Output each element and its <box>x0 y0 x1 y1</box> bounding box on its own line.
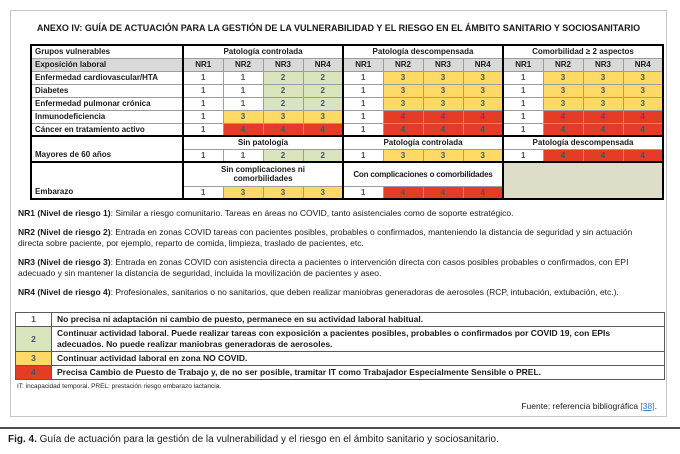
risk-cell: 1 <box>503 71 543 84</box>
risk-cell: 4 <box>383 110 423 123</box>
row-label: Embarazo <box>31 162 183 199</box>
risk-cell: 2 <box>303 97 343 110</box>
nr-header: NR1 <box>343 58 383 71</box>
table-row <box>31 84 663 97</box>
risk-level-definition <box>18 227 659 249</box>
legend-value: 4 <box>16 366 52 380</box>
risk-cell: 3 <box>583 71 623 84</box>
risk-cell: 4 <box>423 123 463 136</box>
risk-cell: 4 <box>623 110 663 123</box>
risk-cell: 4 <box>543 110 583 123</box>
risk-cell: 3 <box>463 71 503 84</box>
risk-level-text: : Entrada en zonas COVID con asistencia directa a pacientes o intervención directa con casos posibles probables o confirmados, con EPI adecuado y sin mantener la distancia de seguridad, incluida la movilización de pacientes y aseo. <box>18 257 629 278</box>
risk-cell: 3 <box>623 84 663 97</box>
risk-cell: 4 <box>463 110 503 123</box>
subgroup-header: Sin patología <box>183 136 343 149</box>
risk-cell: 4 <box>383 123 423 136</box>
nr-header: NR3 <box>583 58 623 71</box>
risk-cell: 3 <box>383 97 423 110</box>
risk-level-definition <box>18 208 659 219</box>
figure-panel <box>10 10 667 417</box>
risk-cell: 3 <box>423 71 463 84</box>
risk-cell: 1 <box>343 97 383 110</box>
risk-cell: 3 <box>543 97 583 110</box>
subgroup-header: Con complicaciones o comorbilidades <box>343 162 503 186</box>
risk-cell: 1 <box>503 110 543 123</box>
risk-cell: 1 <box>343 186 383 199</box>
risk-cell: 1 <box>343 123 383 136</box>
risk-cell: 1 <box>183 110 223 123</box>
risk-level-term: NR3 (Nivel de riesgo 3) <box>18 257 111 267</box>
risk-cell: 3 <box>383 149 423 162</box>
risk-cell: 2 <box>263 97 303 110</box>
figure-caption-text: Guía de actuación para la gestión de la vulnerabilidad y el riesgo en el ámbito sanitario y sociosanitario. <box>36 434 499 445</box>
legend-row <box>16 366 665 380</box>
risk-cell: 1 <box>343 149 383 162</box>
risk-cell: 4 <box>463 123 503 136</box>
risk-cell: 4 <box>583 149 623 162</box>
risk-cell: 3 <box>263 186 303 199</box>
risk-cell: 3 <box>583 84 623 97</box>
table-row <box>31 123 663 136</box>
legend-text: Precisa Cambio de Puesto de Trabajo y, de no ser posible, tramitar IT como Trabajador Especialmente Sensible o PREL. <box>52 366 665 380</box>
subgroup-header: Patología descompensada <box>503 136 663 149</box>
exposure-header: Exposición laboral <box>31 58 183 71</box>
citation-link-38[interactable]: [38] <box>640 401 655 411</box>
source-suffix: . <box>654 401 657 411</box>
risk-cell: 2 <box>303 71 343 84</box>
risk-cell: 1 <box>223 84 263 97</box>
nr-header: NR3 <box>423 58 463 71</box>
row-label: Inmunodeficiencia <box>31 110 183 123</box>
risk-cell: 1 <box>503 97 543 110</box>
risk-cell: 2 <box>303 84 343 97</box>
risk-cell: 3 <box>423 97 463 110</box>
risk-cell: 1 <box>343 110 383 123</box>
risk-cell: 1 <box>183 149 223 162</box>
risk-cell: 3 <box>383 84 423 97</box>
risk-level-term: NR1 (Nivel de riesgo 1) <box>18 208 111 218</box>
legend-value: 3 <box>16 352 52 366</box>
table-row <box>31 97 663 110</box>
annex-title: ANEXO IV: GUÍA DE ACTUACIÓN PARA LA GESTIÓN DE LA VULNERABILIDAD Y EL RIESGO EN EL ÁMBITO SANITARIO Y SOCIOSANITARIO <box>36 23 641 33</box>
risk-cell: 2 <box>263 71 303 84</box>
risk-cell: 3 <box>463 84 503 97</box>
legend-row <box>16 313 665 327</box>
source-text: Fuente: referencia bibliográfica <box>521 401 641 411</box>
risk-cell: 3 <box>223 186 263 199</box>
risk-cell: 3 <box>543 71 583 84</box>
risk-cell: 4 <box>303 123 343 136</box>
risk-level-definition <box>18 287 659 298</box>
risk-cell: 4 <box>543 149 583 162</box>
risk-level-definitions <box>18 208 659 298</box>
abbreviations-footnote: IT: incapacidad temporal. PREL: prestación riesgo embarazo lactancia. <box>17 383 222 390</box>
risk-cell: 1 <box>223 97 263 110</box>
nr-header: NR4 <box>463 58 503 71</box>
nr-header: NR1 <box>183 58 223 71</box>
risk-cell: 1 <box>183 71 223 84</box>
nr-header: NR2 <box>543 58 583 71</box>
nr-header: NR1 <box>503 58 543 71</box>
figure-caption <box>8 433 672 446</box>
risk-level-text: : Similar a riesgo comunitario. Tareas en áreas no COVID, tanto asistenciales como de soporte estratégico. <box>110 208 514 218</box>
pregnancy-empty-cell <box>503 162 663 199</box>
legend-value: 2 <box>16 327 52 352</box>
legend-text: Continuar actividad laboral en zona NO COVID. <box>52 352 665 366</box>
legend-text: No precisa ni adaptación ni cambio de puesto, permanece en su actividad laboral habitual. <box>52 313 665 327</box>
risk-cell: 4 <box>383 186 423 199</box>
risk-cell: 3 <box>223 110 263 123</box>
corner-header: Grupos vulnerables <box>31 45 183 58</box>
risk-cell: 3 <box>543 84 583 97</box>
risk-cell: 3 <box>583 97 623 110</box>
risk-cell: 3 <box>423 84 463 97</box>
nr-header: NR4 <box>623 58 663 71</box>
risk-cell: 3 <box>263 110 303 123</box>
group-header-comorbilidad: Comorbilidad ≥ 2 aspectos <box>503 45 663 58</box>
row-label: Cáncer en tratamiento activo <box>31 123 183 136</box>
nr-header: NR4 <box>303 58 343 71</box>
risk-cell: 1 <box>503 84 543 97</box>
risk-cell: 1 <box>223 71 263 84</box>
figure-caption-label: Fig. 4. <box>8 434 37 445</box>
nr-header: NR3 <box>263 58 303 71</box>
risk-cell: 4 <box>623 149 663 162</box>
risk-cell: 4 <box>223 123 263 136</box>
risk-cell: 4 <box>423 186 463 199</box>
table-row <box>31 110 663 123</box>
table-row <box>31 71 663 84</box>
subgroup-header: Patología controlada <box>343 136 503 149</box>
legend-text: Continuar actividad laboral. Puede realizar tareas con exposición a pacientes posibles, probables o confirmados por COVID 19, con EPIs adecuados. No puede realizar maniobras generadoras de aerosoles. <box>52 327 665 352</box>
risk-cell: 1 <box>183 84 223 97</box>
group-header-controlada: Patología controlada <box>183 45 343 58</box>
risk-level-text: : Profesionales, sanitarios o no sanitarios, que deben realizar maniobras generadoras de aerosoles (RCP, intubación, extubación, etc.). <box>110 287 619 297</box>
nr-header: NR2 <box>223 58 263 71</box>
risk-cell: 1 <box>343 71 383 84</box>
risk-cell: 2 <box>263 149 303 162</box>
risk-cell: 1 <box>343 84 383 97</box>
risk-cell: 3 <box>423 149 463 162</box>
risk-level-text: : Entrada en zonas COVID tareas con pacientes posibles, probables o confirmados, manteniendo la distancia de seguridad y sin actuación directa sobre paciente, por ejemplo, reparto de comida, limpieza, traslado de pacientes, etc. <box>18 227 633 248</box>
risk-level-definition <box>18 257 659 279</box>
risk-level-term: NR2 (Nivel de riesgo 2) <box>18 227 111 237</box>
risk-cell: 3 <box>623 97 663 110</box>
legend-row <box>16 327 665 352</box>
subgroup-header: Sin complicaciones ni comorbilidades <box>183 162 343 186</box>
action-legend-table <box>15 312 665 380</box>
nr-header: NR2 <box>383 58 423 71</box>
risk-cell: 2 <box>263 84 303 97</box>
risk-cell: 3 <box>463 97 503 110</box>
row-label: Enfermedad cardiovascular/HTA <box>31 71 183 84</box>
group-header-row <box>31 45 663 58</box>
risk-cell: 2 <box>303 149 343 162</box>
row-label: Diabetes <box>31 84 183 97</box>
risk-cell: 3 <box>463 149 503 162</box>
caption-divider <box>0 427 680 429</box>
risk-cell: 4 <box>463 186 503 199</box>
exposure-header-row <box>31 58 663 71</box>
risk-cell: 1 <box>183 186 223 199</box>
risk-cell: 4 <box>543 123 583 136</box>
risk-cell: 4 <box>623 123 663 136</box>
risk-cell: 3 <box>303 186 343 199</box>
group-header-descompensada: Patología descompensada <box>343 45 503 58</box>
risk-cell: 3 <box>623 71 663 84</box>
source-line <box>11 401 657 411</box>
age-subheader-row <box>31 136 663 149</box>
risk-cell: 4 <box>583 123 623 136</box>
risk-cell: 1 <box>503 149 543 162</box>
row-label: Enfermedad pulmonar crónica <box>31 97 183 110</box>
risk-cell: 1 <box>183 97 223 110</box>
risk-cell: 1 <box>503 123 543 136</box>
legend-value: 1 <box>16 313 52 327</box>
risk-cell: 3 <box>303 110 343 123</box>
vulnerability-matrix-table <box>30 44 664 200</box>
risk-cell: 4 <box>583 110 623 123</box>
legend-row <box>16 352 665 366</box>
risk-cell: 1 <box>223 149 263 162</box>
risk-cell: 1 <box>183 123 223 136</box>
row-label: Mayores de 60 años <box>31 136 183 162</box>
risk-cell: 3 <box>383 71 423 84</box>
risk-level-term: NR4 (Nivel de riesgo 4) <box>18 287 111 297</box>
risk-cell: 4 <box>423 110 463 123</box>
risk-cell: 4 <box>263 123 303 136</box>
pregnancy-subheader-row <box>31 162 663 186</box>
